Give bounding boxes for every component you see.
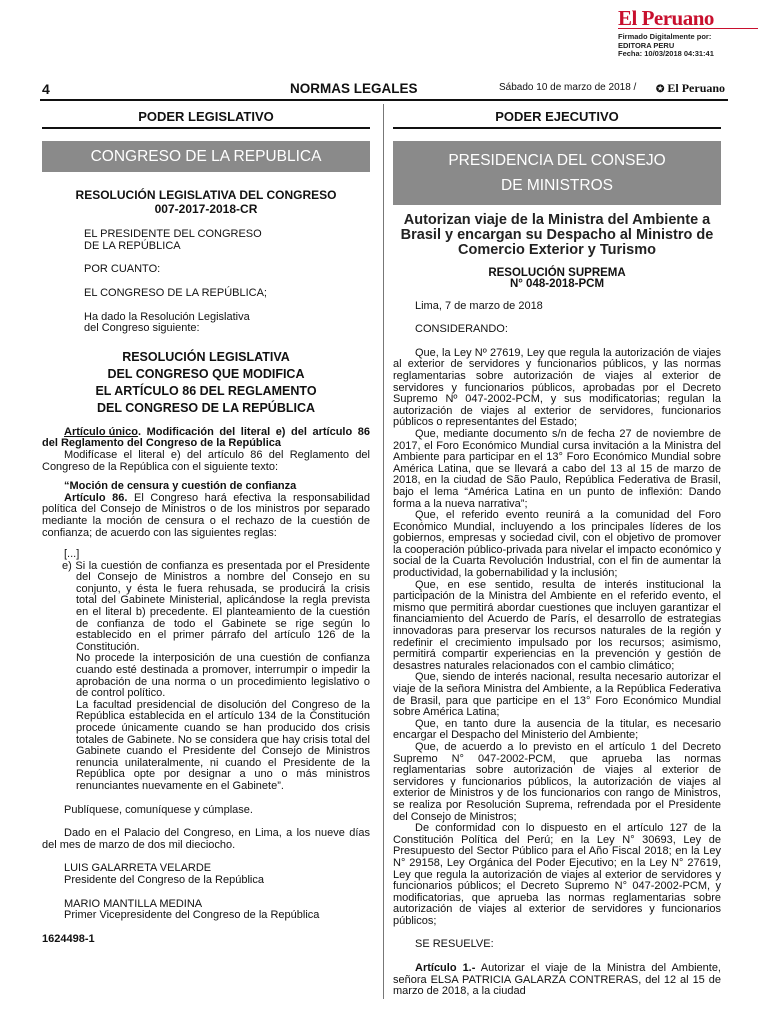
- right-resolve: SE RESUELVE:: [415, 938, 494, 951]
- left-article-heading-text: . Modificación del literal e) del artículo 86 del Reglamento del Congreso de la República: [42, 425, 370, 450]
- logo-underline: [618, 28, 758, 29]
- left-doc-title-2: 007-2017-2018-CR: [154, 202, 258, 217]
- column-divider: [383, 104, 384, 999]
- left-given: Dado en el Palacio del Congreso, en Lima, a los nueve días del mes de marzo de dos mil dieciocho.: [42, 827, 370, 851]
- right-column: [393, 111, 721, 998]
- digital-signature: [618, 33, 714, 59]
- left-branch-heading: PODER LEGISLATIVO: [42, 111, 370, 129]
- right-c7: Que, de acuerdo a lo previsto en el artículo 1 del Decreto Supremo N° 047-2002-PCM, que aprueba las normas reglamentarias sobre autorización de viajes al exterior de servidores y funcionarios públicos, la autorización de viajes al exterior de Ministros y de los funcionarios con rango de Ministros, se realiza por Resolución Suprema, refrendada por el Presidente del Consejo de Ministros;: [393, 740, 721, 823]
- left-item-e3: La facultad presidencial de disolución del Congreso de la República establecida en el artículo 134 de la Constitución procede únicamente cuando se han producido dos crisis totales de Gabinete. No se considera que hay crisis total del Gabinete cuando el Presidente del Consejo de Ministros renuncia unilateralmente, ni cuando el Presidente de la República opte por designar a uno o más ministros renunciantes nuevamente en el Gabinete”.: [76, 698, 370, 792]
- peru-emblem-icon: ✪: [656, 84, 665, 95]
- right-institution-band: PRESIDENCIA DEL CONSEJO DE MINISTROS: [393, 141, 721, 205]
- right-date: Lima, 7 de marzo de 2018: [415, 299, 543, 312]
- left-p2: POR CUANTO:: [84, 263, 161, 276]
- left-body-intro: [42, 229, 370, 335]
- right-c1: Que, la Ley Nº 27619, Ley que regula la autorización de viajes al exterior de servidores y funcionarios públicos, y las normas reglamentarias sobre autorización de viajes al exterior de servidores y funcionarios públicos, aprobadas por el Decreto Supremo Nº 047-2002-PCM, y sus modificatorias; regulan la autorización de viajes al exterior de servidores, funcionarios públicos o representantes del Estado;: [393, 346, 721, 429]
- section-title: NORMAS LEGALES: [290, 81, 418, 96]
- left-sig2-name: MARIO MANTILLA MEDINA: [64, 897, 203, 910]
- right-branch-heading: PODER EJECUTIVO: [393, 111, 721, 129]
- left-doc-title-1: RESOLUCIÓN LEGISLATIVA DEL CONGRESO: [75, 188, 337, 203]
- left-quote-title: “Moción de censura y cuestión de confianza: [64, 480, 297, 493]
- signature-line-2: EDITORA PERU: [618, 40, 675, 50]
- right-c2: Que, mediante documento s/n de fecha 27 de noviembre de 2017, el Foro Económico Mundial cursa invitación a la Ministra del Ambiente para participar en el 13° Foro Económico Mundial sobre América Latina, que se llevará a cabo del 13 al 15 de marzo de 2018, en la ciudad de São Paulo, República Federativa de Brasil, bajo el lema “América Latina en un punto de inflexión: Dando forma a la nueva narrativa”;: [393, 427, 721, 510]
- left-reference-number: 1624498-1: [42, 932, 95, 945]
- left-column: [42, 111, 370, 945]
- left-quote-body: [42, 493, 370, 539]
- left-signature-2: [42, 899, 370, 922]
- header-brand-text: El Peruano: [667, 81, 726, 95]
- left-quote-article: Artículo 86.: [64, 491, 128, 504]
- left-signature-1: [42, 863, 370, 886]
- left-item-e2: No procede la interposición de una cuestión de confianza cuando esté destinada a promover, interrumpir o impedir la aprobación de una norma o un procedimiento legislativo o de control político.: [76, 652, 370, 700]
- el-peruano-logo: El Peruano: [618, 6, 714, 30]
- page-number: 4: [42, 81, 50, 97]
- right-art1-body: Autorizar el viaje de la Ministra del Ambiente, señora ELSA PATRICIA GALARZA CONTRERAS, del 12 al 15 de marzo de 2018, a la ciudad: [393, 962, 721, 998]
- header-date: Sábado 10 de marzo de 2018 /: [499, 82, 637, 93]
- left-sig2-role: Primer Vicepresidente del Congreso de la República: [64, 909, 320, 922]
- left-item-e: e) Si la cuestión de confianza es presentada por el Presidente del Consejo de Ministros a nombre del Consejo en su conjunto, y ésta le fuera rehusada, se producirá la crisis total del Gabinete Ministerial, aplicándose la regla prevista en el literal b) precedente. El planteamiento de la cuestión de confianza de todo el Gabinete se rige según lo establecido en el primer párrafo del artículo 126 de la Constitución.: [62, 559, 370, 653]
- signature-line-3: Fecha: 10/03/2018 04:31:41: [618, 49, 714, 58]
- right-res-1: RESOLUCIÓN SUPREMA: [488, 266, 626, 279]
- right-c8: De conformidad con lo dispuesto en el artículo 127 de la Constitución Política del Perú; en la Ley N° 30693, Ley de Presupuesto del Sector Público para el Año Fiscal 2018; en la Ley N° 29158, Ley Orgánica del Poder Ejecutivo; en la Ley N° 27619, Ley que regula la autorización de viajes al exterior de servidores y funcionarios públicos; el Decreto Supremo N° 047-2002-PCM, y modificatorias, que aprueba las normas reglamentarias sobre autorización de viajes al exterior de servidores y funcionarios públicos;: [393, 822, 721, 927]
- right-c3: Que, el referido evento reunirá a la comunidad del Foro Económico Mundial, incluyendo a los principales líderes de los gobiernos, empresas y sociedad civil, con el objetivo de promover la cooperación público-privada para nivelar el impacto económico y social de la Cuarta Revolución Industrial, con el fin de aumentar la productividad, la gobernabilidad y la inclusión;: [393, 509, 721, 580]
- right-considering: CONSIDERANDO:: [415, 323, 508, 336]
- left-p4: Ha dado la Resolución Legislativa del Congreso siguiente:: [84, 310, 250, 335]
- header-brand: [656, 81, 725, 96]
- left-publish: Publíquese, comuníquese y cúmplase.: [64, 803, 253, 816]
- right-res-2: N° 048-2018-PCM: [509, 278, 605, 291]
- right-headline: Autorizan viaje de la Ministra del Ambiente a Brasil y encargan su Despacho al Ministro de Comercio Exterior y Turismo: [400, 211, 714, 258]
- right-c6: Que, en tanto dure la ausencia de la titular, es necesario encargar el Despacho del Ministerio del Ambiente;: [393, 717, 721, 742]
- header-rule: [40, 99, 728, 101]
- right-article-1: [393, 963, 721, 998]
- right-art1-label: Artículo 1.-: [415, 962, 476, 975]
- right-res-number: [393, 268, 721, 291]
- left-p3: EL CONGRESO DE LA REPÚBLICA;: [84, 286, 267, 299]
- left-res-title: RESOLUCIÓN LEGISLATIVA DEL CONGRESO QUE MODIFICA EL ARTÍCULO 86 DEL REGLAMENTO DEL CONGRESO DE LA REPÚBLICA: [95, 349, 317, 415]
- left-article-label: Artículo único: [64, 425, 138, 438]
- signature-line-1: Firmado Digitalmente por:: [618, 32, 712, 41]
- left-institution-band: CONGRESO DE LA REPUBLICA: [42, 141, 370, 173]
- left-sig1-name: LUIS GALARRETA VELARDE: [64, 862, 212, 875]
- right-c4: Que, en ese sentido, resulta de interés institucional la participación de la Ministra del Ambiente en el referido evento, el mismo que permitirá abordar cuestiones que incluyen garantizar el financiamiento del Acuerdo de París, el desarrollo de estrategias innovadoras para preservar los recursos naturales de la región y redefinir el crecimiento impulsado por los recursos; asimismo, permitirá compartir experiencias en la prevención y gestión de desastres naturales relacionados con el cambio climático;: [393, 578, 721, 672]
- left-article-heading: [42, 427, 370, 450]
- left-p1: EL PRESIDENTE DEL CONGRESO DE LA REPÚBLICA: [84, 228, 262, 252]
- right-c5: Que, siendo de interés nacional, resulta necesario autorizar el viaje de la señora Ministra del Ambiente, a la República Federativa de Brasil, para que participe en el 13° Foro Económico Mundial sobre América Latina;: [393, 671, 721, 719]
- left-quote-text: El Congreso hará efectiva la responsabilidad política del Consejo de Ministros o de los ministros por separado mediante la moción de censura o el rechazo de la cuestión de confianza; de acuerdo con las siguientes reglas:: [42, 491, 370, 539]
- left-article-body: Modifícase el literal e) del artículo 86 del Reglamento del Congreso de la República con el siguiente texto:: [42, 448, 370, 473]
- left-doc-title: [42, 188, 370, 215]
- left-sig1-role: Presidente del Congreso de la República: [64, 873, 264, 886]
- left-ellipsis: [...]: [64, 548, 80, 561]
